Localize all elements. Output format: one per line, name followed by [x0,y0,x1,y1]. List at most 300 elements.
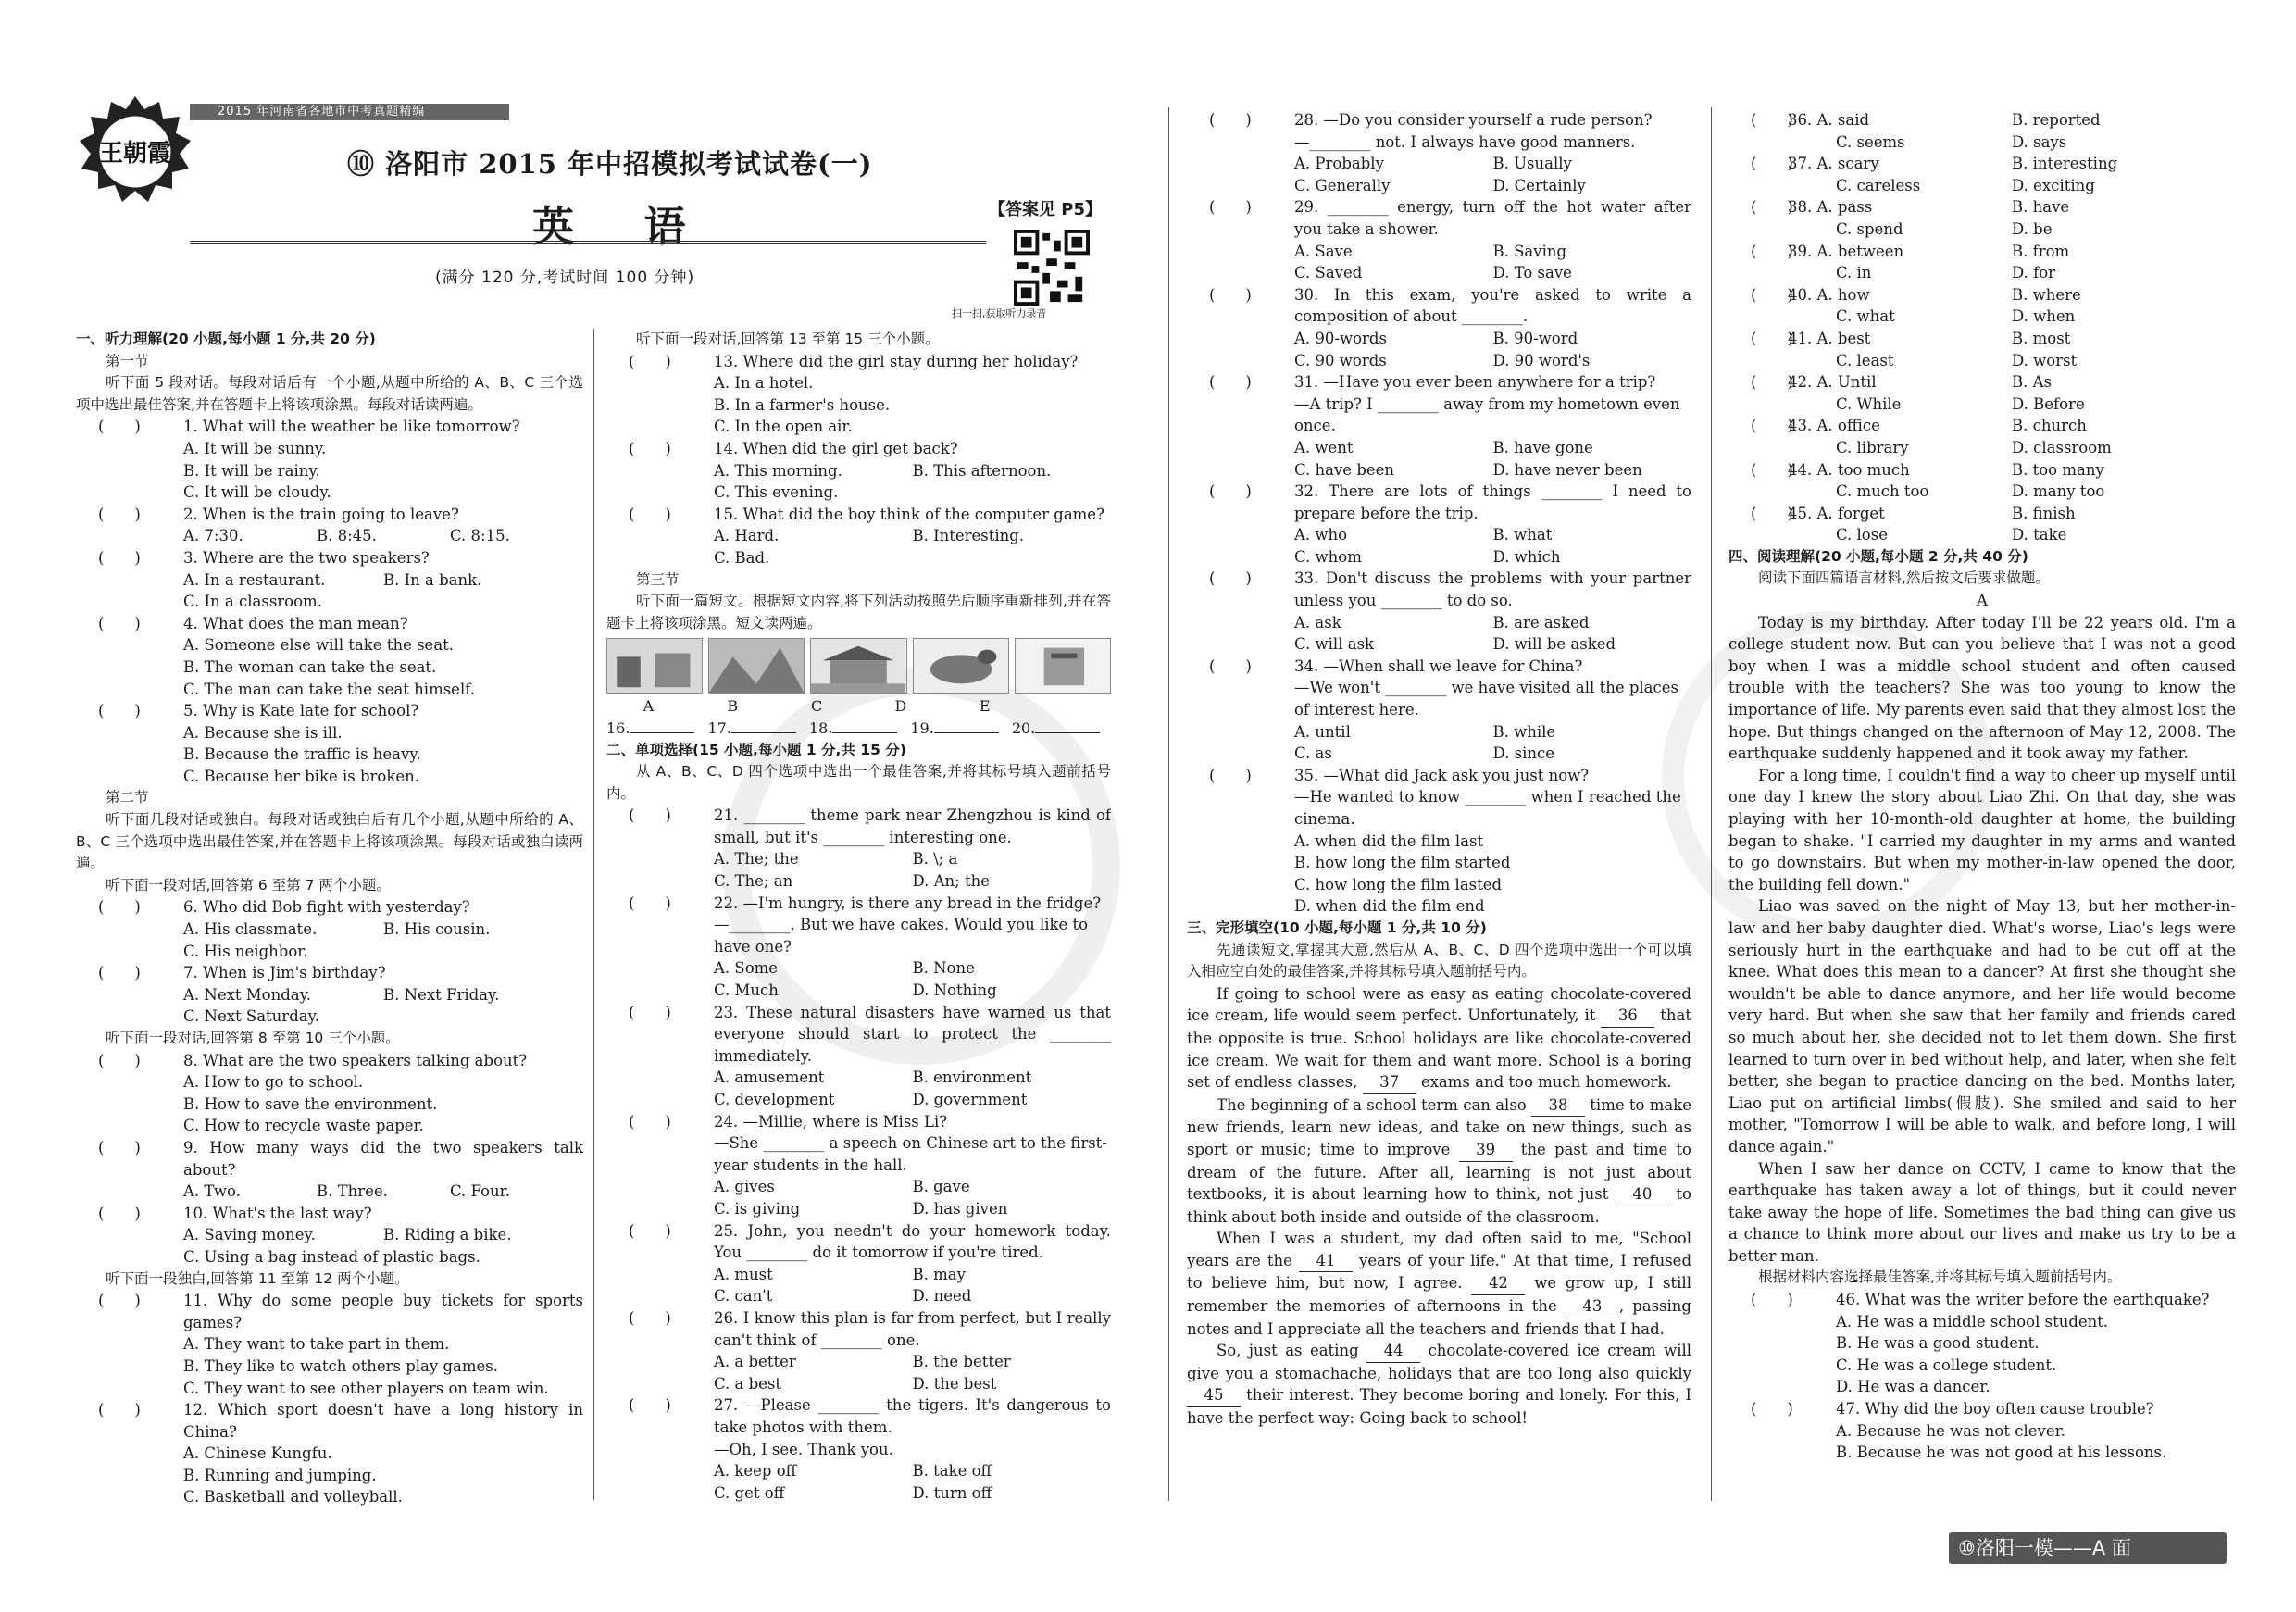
question-text: 1. What will the weather be like tomorrow? [183,418,520,436]
option: 41. A. best [1788,329,1871,347]
instructions: 阅读下面四篇语言材料,然后按文后要求做题。 [1758,569,2050,587]
answer-bracket[interactable]: ( ) [629,1308,671,1327]
answer-reference: 【答案见 P5】 [989,196,1102,220]
picture-b [708,638,805,694]
question-21 [606,805,1111,848]
column-2 [606,329,1111,1504]
blank-18[interactable] [809,718,897,740]
answer-bracket[interactable]: ( ) [1751,329,1793,347]
section-title: 四、阅读理解(20 小题,每小题 2 分,共 40 分) [1728,547,2028,565]
text: time to make new friends, learn new ideas, and take on new things, such as sport or music; time to improve [1187,1095,1691,1158]
question-text: 30. In this exam, you're asked to write a composition of about ________. [1294,285,1691,326]
option: C. library [1836,438,1909,456]
answer-bracket[interactable]: ( ) [98,614,141,632]
answer-bracket[interactable]: ( ) [1751,111,1793,129]
picture-label: B [727,697,739,716]
text: the past and time to dream of the future. After all, learning is not just about textbooks, it is about learning how to think, not just [1187,1140,1691,1204]
part-title: 第二节 [106,789,149,806]
option: D. To save [1492,264,1572,282]
option: B. They like to watch others play games. [183,1356,498,1375]
question-2 [76,504,583,526]
answer-bracket[interactable]: ( ) [629,352,671,370]
question-text: 3. Where are the two speakers? [183,548,430,567]
exam-number: ⑩ [347,148,376,180]
option: 40. A. how [1788,285,1870,304]
question-27 [606,1394,1111,1438]
option: D. Before [2012,394,2085,413]
option: D. the best [912,1374,997,1393]
question-3 [76,547,583,569]
answer-bracket[interactable]: ( ) [629,806,671,825]
option: D. Certainly [1492,176,1586,194]
options [1187,153,1691,196]
text: When I was a student, my dad often said to me, "School years are the [1187,1230,1691,1269]
blank-42[interactable]: 42 [1471,1272,1525,1295]
qr-caption: 扫一扫,获取听力录音 [952,307,1047,319]
picture-label: E [979,697,991,716]
question-text: 6. Who did Bob fight with yesterday? [183,898,470,917]
question-41 [1728,328,2236,371]
blank-19[interactable] [910,718,998,740]
answer-bracket[interactable]: ( ) [98,418,141,436]
option: C. It will be cloudy. [183,483,331,502]
option: B. reported [2012,111,2101,129]
question-text: 7. When is Jim's birthday? [183,964,386,982]
option: D. says [2012,132,2067,151]
option: 36. A. said [1788,111,1870,129]
option: C. How to recycle waste paper. [183,1117,424,1135]
question-30 [1187,284,1691,328]
option: D. be [2012,219,2053,238]
question-text: 31. —Have you ever been anywhere for a trip? [1294,373,1656,392]
option: D. many too [2012,482,2105,501]
blank-20[interactable] [1012,718,1100,740]
option: D. He was a dancer. [1836,1378,1990,1396]
option: C. Bad. [714,548,770,567]
option: B. Saving [1492,242,1567,260]
answer-bracket[interactable]: ( ) [98,1051,141,1069]
option: C. will ask [1294,635,1375,654]
option: A. In a restaurant. [183,570,326,589]
subject-title: 英 语 [532,202,714,251]
dialog-intro: 听下面一段对话,回答第 13 至第 15 三个小题。 [636,331,940,347]
question-35 [1187,765,1691,787]
question-40 [1728,284,2236,328]
picture-a [606,638,703,694]
reading-paragraph: Today is my birthday. After today I'll be 22 years old. I'm a college student now. But can you believe that I was not a good boy when I was a middle school student and often caused trouble with the teachers? She was too young to know the importance of life. My parents even said that they almost lost the hope. But things changed on the afternoon of May 12, 2008. The earthquake suddenly happened and it took away my father. [1728,613,2236,763]
question-text: 34. —When shall we leave for China? [1294,656,1583,675]
blank-40[interactable]: 40 [1616,1183,1669,1206]
question-47 [1728,1398,2236,1420]
options [606,957,1111,1001]
question-13 [606,351,1111,373]
question-37 [1728,153,2236,196]
answer-bracket[interactable]: ( ) [98,1292,141,1310]
option: C. get off [714,1483,785,1502]
option: C. In the open air. [714,418,853,436]
option: D. need [912,1287,972,1306]
option: B. Because he was not good at his lessons. [1836,1443,2167,1462]
options [1187,612,1691,656]
option: D. worst [2012,351,2078,369]
answer-bracket[interactable]: ( ) [1751,242,1793,260]
answer-bracket[interactable]: ( ) [629,893,671,912]
options [1728,1420,2236,1464]
option: A. Some [714,959,779,978]
blank-44[interactable]: 44 [1366,1340,1420,1363]
option: B. Because the traffic is heavy. [183,745,421,764]
answer-bracket[interactable]: ( ) [1751,1291,1793,1309]
options [76,722,583,788]
option: C. The man can take the seat himself. [183,680,475,698]
option: A. when did the film last [1294,831,1484,850]
answer-bracket[interactable]: ( ) [1209,569,1252,588]
cloze-paragraph [1187,1340,1691,1429]
cloze-paragraph [1187,1094,1691,1229]
option: C. development [714,1091,835,1108]
option: B. too many [2012,460,2104,479]
option: C. in [1836,264,1872,282]
option: B. How to save the environment. [183,1094,438,1113]
option: A. went [1294,438,1354,456]
option: A. amusement [714,1068,825,1087]
options [606,1176,1111,1219]
blank-45[interactable]: 45 [1187,1384,1241,1407]
option: 44. A. too much [1788,460,1910,479]
question-text: 12. Which sport doesn't have a long history in China? [183,1401,583,1441]
question-text: 28. —Do you consider yourself a rude person? [1294,111,1653,129]
option: A. 90-words [1294,329,1387,347]
part-title: 第三节 [636,570,680,588]
option: D. since [1492,744,1555,763]
text: we grow up, I still remember the memories of afternoons in the [1187,1274,1691,1316]
question-34 [1187,656,1691,678]
options [1187,524,1691,568]
question-33 [1187,568,1691,611]
blank-17[interactable] [707,718,795,740]
option: A. keep off [714,1462,797,1481]
blank-41[interactable]: 41 [1299,1250,1353,1273]
option: C. how long the film lasted [1294,875,1503,893]
answer-bracket[interactable]: ( ) [98,1204,141,1222]
option: B. Interesting. [912,527,1025,545]
question-1 [76,416,583,438]
answer-bracket[interactable]: ( ) [98,898,141,917]
question-5 [76,700,583,722]
answer-bracket[interactable]: ( ) [1209,656,1252,675]
option: D. classroom [2012,438,2112,456]
publisher-logo [74,93,196,208]
option: C. much too [1836,482,1929,501]
options [1728,1311,2236,1398]
option: D. for [2012,264,2056,282]
passage-label: A [1977,592,1988,610]
column-divider [593,329,594,1500]
option: B. may [912,1265,966,1283]
option: B. In a farmer's house. [714,395,891,414]
reading-paragraph: When I saw her dance on CCTV, I came to know that the earthquake has taken away a lot of things, but it could never take away the hope of life. Sometimes the bad thing can give us a chance to think more about our lives and make us try to be a better man. [1728,1159,2236,1265]
question-line: —________ not. I always have good manners. [1294,132,1636,151]
blank-36[interactable]: 36 [1601,1005,1654,1028]
option: A. gives [714,1178,775,1196]
options [1187,721,1691,765]
text: So, just as eating [1217,1342,1359,1360]
answer-bracket[interactable]: ( ) [1209,482,1252,501]
answer-bracket[interactable]: ( ) [1751,504,1793,522]
option: B. take off [912,1462,992,1481]
option: 42. A. Until [1788,373,1877,392]
question-text: 15. What did the boy think of the computer game? [714,505,1104,523]
answer-bracket[interactable]: ( ) [98,505,141,523]
question-7 [76,962,583,984]
option: B. It will be rainy. [183,461,320,480]
answer-bracket[interactable]: ( ) [1751,198,1793,217]
question-text: 24. —Millie, where is Miss Li? [714,1112,948,1131]
answer-bracket[interactable]: ( ) [1751,1400,1793,1418]
option: C. spend [1836,219,1903,238]
option: C. is giving [714,1199,801,1218]
text: to think about both inside and outside of the classroom. [1187,1185,1691,1226]
question-text: 23. These natural disasters have warned us that everyone should start to protect the ________ immediately. [714,1003,1111,1065]
option: A. a better [714,1353,796,1371]
picture-row [606,638,1111,694]
options [76,1224,583,1268]
option: C. can't [714,1287,773,1306]
question-text: 13. Where did the girl stay during her holiday? [714,352,1079,370]
option: B. As [2012,373,2052,392]
option: A. They want to take part in them. [183,1335,450,1354]
option: A. Save [1294,242,1353,260]
answer-bracket[interactable]: ( ) [98,702,141,720]
answer-bracket[interactable]: ( ) [1751,373,1793,392]
question-9 [76,1137,583,1181]
options [76,1181,583,1203]
text: years of your life." At that time, I refused to believe him, but now, I agree. [1187,1251,1691,1293]
instructions: 听下面几段对话或独白。每段对话或独白后有几个小题,从题中所给的 A、B、C 三个选项中选出最佳答案,并在答题卡上将该项涂黑。每段对话或独白读两遍。 [76,811,583,872]
option: B. environment [912,1068,1032,1087]
instructions: 听下面 5 段对话。每段对话后有一个小题,从题中所给的 A、B、C 三个选项中选出最佳答案,并在答题卡上将该项涂黑。每段对话读两遍。 [76,374,583,413]
option: C. Generally [1294,176,1391,194]
options [606,1264,1111,1307]
question-44 [1728,459,2236,503]
option: 39. A. between [1788,242,1904,260]
option: A. until [1294,722,1351,741]
reading-paragraph: Liao was saved on the night of May 13, but her mother-in-law and her baby daughter died. What's worse, Liao's legs were seriously hurt in the earthquake and had to be cut off at the knee. What does this mean to a dancer? At first she thought she wouldn't be able to dance anymore, and her life would become very hard. But when she saw that her family and friends cared so much about her, she decided not to let them down. She first learned to turn over in bed without help, and later, when she felt better, she began to practice dancing on the bed. Months later, Liao put on artificial limbs(假肢). She smiled and said to her mother, "Tomorrow I will be able to walk, and before long, I will dance again." [1728,897,2236,1156]
answer-bracket[interactable]: ( ) [629,439,671,457]
picture-d [913,638,1009,694]
options [76,569,583,613]
options [606,525,1111,569]
question-line: —She ________ a speech on Chinese art to the first-year students in the hall. [714,1134,1107,1174]
blank-number: 17. [707,719,731,737]
question-text: 22. —I'm hungry, is there any bread in the fridge? [714,893,1102,912]
question-text: 11. Why do some people buy tickets for sports games? [183,1292,583,1331]
svg-text:王朝霞: 王朝霞 [98,140,172,168]
dialog-intro: 听下面一段对话,回答第 6 至第 7 两个小题。 [106,876,391,893]
option: C. what [1836,307,1895,326]
question-text: 46. What was the writer before the earthquake? [1836,1291,2210,1309]
option: C. He was a college student. [1836,1356,2057,1374]
picture-label: A [643,697,655,716]
question-text: 29. ________ energy, turn off the hot water after you take a shower. [1294,198,1691,238]
blank-38[interactable]: 38 [1531,1094,1585,1118]
answer-bracket[interactable]: ( ) [629,1396,671,1415]
blank-37[interactable]: 37 [1363,1071,1416,1094]
options [76,438,583,504]
options [606,372,1111,438]
option: D. which [1492,547,1561,566]
score-info: (满分 120 分,考试时间 100 分钟) [435,269,695,287]
question-26 [606,1307,1111,1351]
blank-number: 19. [910,719,934,737]
option: C. Four. [450,1182,510,1201]
question-25 [606,1220,1111,1264]
option: A. Probably [1294,155,1384,173]
answer-bracket[interactable]: ( ) [1751,155,1793,173]
blank-number: 18. [808,719,833,737]
option: C. They want to see other players on team win. [183,1379,549,1397]
option: A. Chinese Kungfu. [183,1444,332,1463]
answer-bracket[interactable]: ( ) [1209,373,1252,392]
option: D. has given [912,1199,1008,1218]
option: A. Saving money. [183,1226,316,1244]
question-text: 8. What are the two speakers talking about? [183,1051,528,1069]
option: D. when did the film end [1294,897,1485,916]
reading-paragraph: For a long time, I couldn't find a way to cheer up myself until one day I knew the story about Liao Zhi. On that day, she was playing with her 10-month-old daughter at home, the building began to shake. "I carried my daughter in my arms and wanted to go downstairs. But when my mother-in-law opened the door, the building fell down." [1728,766,2236,893]
option: B. His cousin. [383,920,491,939]
option: C. 8:15. [450,527,510,545]
page-footer: ⑩洛阳一模——A 面 [1949,1532,2227,1564]
option: B. have [2012,198,2070,217]
options [1187,831,1691,918]
option: C. The; an [714,872,793,891]
instructions: 从 A、B、C、D 四个选项中选出一个最佳答案,并将其标号填入题前括号内。 [606,763,1111,802]
option: B. None [912,959,975,978]
question-8 [76,1050,583,1072]
options [606,1067,1111,1110]
text: exams and too much homework. [1420,1073,1672,1092]
answer-bracket[interactable]: ( ) [98,1138,141,1156]
question-text: 26. I know this plan is far from perfect, but I really can't think of ________ one. [714,1308,1111,1349]
answer-bracket[interactable]: ( ) [1209,198,1252,217]
question-36 [1728,109,2236,153]
question-12 [76,1399,583,1443]
option: B. finish [2012,504,2076,522]
option: 43. A. office [1788,417,1880,435]
option: B. Running and jumping. [183,1466,377,1484]
option: B. the better [912,1353,1011,1371]
answer-bracket[interactable]: ( ) [1209,766,1252,784]
answer-bracket[interactable]: ( ) [629,505,671,523]
option: C. whom [1294,547,1362,566]
question-24 [606,1111,1111,1133]
question-43 [1728,415,2236,458]
question-11 [76,1290,583,1333]
option: C. a best [714,1374,782,1393]
text: their interest. They become boring and lonely. For this, I have the perfect way: Going back to school! [1187,1386,1691,1428]
question-6 [76,896,583,918]
blank-number: 20. [1011,719,1036,737]
question-text: 2. When is the train going to leave? [183,505,459,523]
option: A. Because he was not clever. [1836,1421,2065,1440]
column-1 [76,329,583,1508]
question-text: 32. There are lots of things ________ I need to prepare before the trip. [1294,482,1691,522]
answer-bracket[interactable]: ( ) [1751,417,1793,435]
option: 38. A. pass [1788,198,1873,217]
option: C. have been [1294,460,1395,479]
question-text: 33. Don't discuss the problems with your partner unless you ________ to do so. [1294,569,1691,610]
option: C. Much [714,981,779,1000]
question-4 [76,613,583,635]
option: D. turn off [912,1483,992,1502]
option: B. what [1492,526,1553,544]
question-15 [606,504,1111,526]
instructions: 听下面一篇短文。根据短文内容,将下列活动按照先后顺序重新排列,并在答题卡上将该项涂黑。短文读两遍。 [606,593,1111,631]
option: A. In a hotel. [714,374,814,393]
section-title: 一、听力理解(20 小题,每小题 1 分,共 20 分) [76,331,376,347]
options [606,848,1111,892]
blank-43[interactable]: 43 [1566,1295,1619,1318]
option: C. 90 words [1294,351,1387,369]
option: D. take [2012,526,2067,544]
option: A. This morning. [714,461,842,480]
picture-e [1015,638,1111,694]
option: D. Nothing [912,981,997,1000]
option: B. Usually [1492,155,1572,173]
answer-bracket[interactable]: ( ) [98,548,141,567]
text: chocolate-covered ice cream will give you a stomachache, holidays that are too long also quickly [1187,1342,1691,1382]
question-text: 25. John, you needn't do your homework today. You ________ do it tomorrow if you're tired. [714,1221,1111,1262]
question-line: —________. But we have cakes. Would you like to have one? [714,916,1089,956]
question-45 [1728,503,2236,546]
option: C. least [1836,351,1894,369]
options [1187,437,1691,481]
picture-label: C [810,697,823,716]
options [606,460,1111,504]
question-29 [1187,196,1691,240]
option: B. This afternoon. [912,461,1052,480]
option: B. church [2012,417,2087,435]
answer-bracket[interactable]: ( ) [629,1221,671,1240]
option: A. ask [1294,613,1341,631]
option: D. exciting [2012,176,2095,194]
instructions: 先通读短文,掌握其大意,然后从 A、B、C、D 四个选项中选出一个可以填入相应空白处的最佳答案,并将其标号填入题前括号内。 [1187,941,1691,981]
options [76,525,583,547]
answer-bracket[interactable]: ( ) [629,1003,671,1021]
option: B. have gone [1492,438,1593,456]
question-text: 10. What's the last way? [183,1204,372,1222]
answer-bracket[interactable]: ( ) [1209,111,1252,129]
option: A. How to go to school. [183,1073,364,1092]
answer-bracket[interactable]: ( ) [1209,285,1252,304]
question-line: —Oh, I see. Thank you. [714,1440,893,1458]
option: C. as [1294,744,1332,763]
answer-blanks [606,718,1111,740]
answer-bracket[interactable]: ( ) [1751,460,1793,479]
option: B. 8:45. [317,527,377,545]
blank-39[interactable]: 39 [1459,1139,1513,1162]
answer-bracket[interactable]: ( ) [1751,285,1793,304]
option: A. His classmate. [183,920,318,939]
answer-bracket[interactable]: ( ) [98,964,141,982]
answer-bracket[interactable]: ( ) [629,1112,671,1131]
option: B. interesting [2012,155,2118,173]
blank-16[interactable] [606,718,694,740]
answer-bracket[interactable]: ( ) [98,1401,141,1419]
qr-code-icon[interactable] [1014,230,1090,306]
header-rule [190,241,986,244]
option: A. He was a middle school student. [1836,1312,2109,1331]
